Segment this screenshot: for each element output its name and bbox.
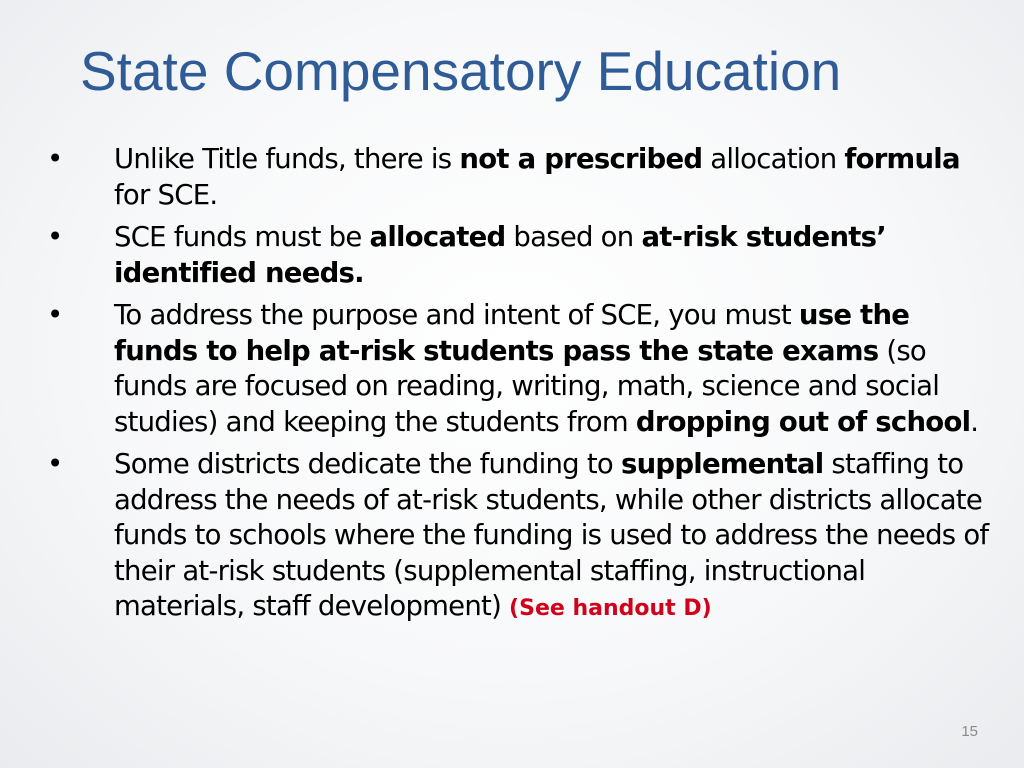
bullet-icon: • [47, 221, 63, 253]
bullet-text-segment: Some districts dedicate the funding to [114, 448, 621, 480]
bullet-text-segment: . [970, 405, 979, 438]
bullet-text-emphasis: formula [844, 143, 960, 175]
bullet-icon: • [47, 299, 63, 331]
bullet-text-emphasis: not a prescribed [459, 143, 703, 175]
bullet-text-emphasis: supplemental [620, 448, 824, 480]
bullet-item [0, 298, 1024, 440]
bullet-text [114, 448, 988, 622]
page-number: 15 [961, 723, 978, 740]
bullet-icon: • [47, 448, 63, 480]
bullet-text-segment: for SCE. [114, 178, 218, 211]
bullet-item [0, 220, 1024, 291]
bullet-text [114, 299, 978, 438]
bullet-text-emphasis: dropping out of school [635, 405, 971, 438]
handout-reference: (See handout D) [509, 596, 712, 621]
bullet-text-segment: allocation [702, 143, 845, 175]
bullet-text-segment: based on [505, 221, 642, 253]
bullet-text [114, 143, 960, 211]
slide-title: State Compensatory Education [80, 40, 842, 102]
bullet-text-segment: staffing to address the needs of at-risk students, while other districts allocate funds to schools where the funding is used to address the needs of their at-risk students (supplemental staffing, instructional materials, staff development) [114, 448, 989, 622]
bullet-text-segment: (so funds are focused on reading, writing, math, science and social studies) and keeping the students from [114, 334, 940, 438]
bullet-text-emphasis: at-risk students’ identified needs. [114, 221, 886, 289]
bullet-text-segment: SCE funds must be [114, 221, 370, 253]
bullet-text-emphasis: use the funds to help at-risk students pass the state exams [114, 299, 910, 367]
bullet-item [0, 142, 1024, 213]
bullet-icon: • [47, 143, 63, 175]
bullet-text-segment: Unlike Title funds, there is [114, 143, 460, 175]
bullet-text-segment: To address the purpose and intent of SCE, you must [114, 299, 799, 331]
bullet-text [114, 221, 886, 289]
bullet-item [0, 447, 1024, 627]
bullet-text-emphasis: allocated [369, 221, 506, 253]
bullet-list [0, 142, 1024, 634]
